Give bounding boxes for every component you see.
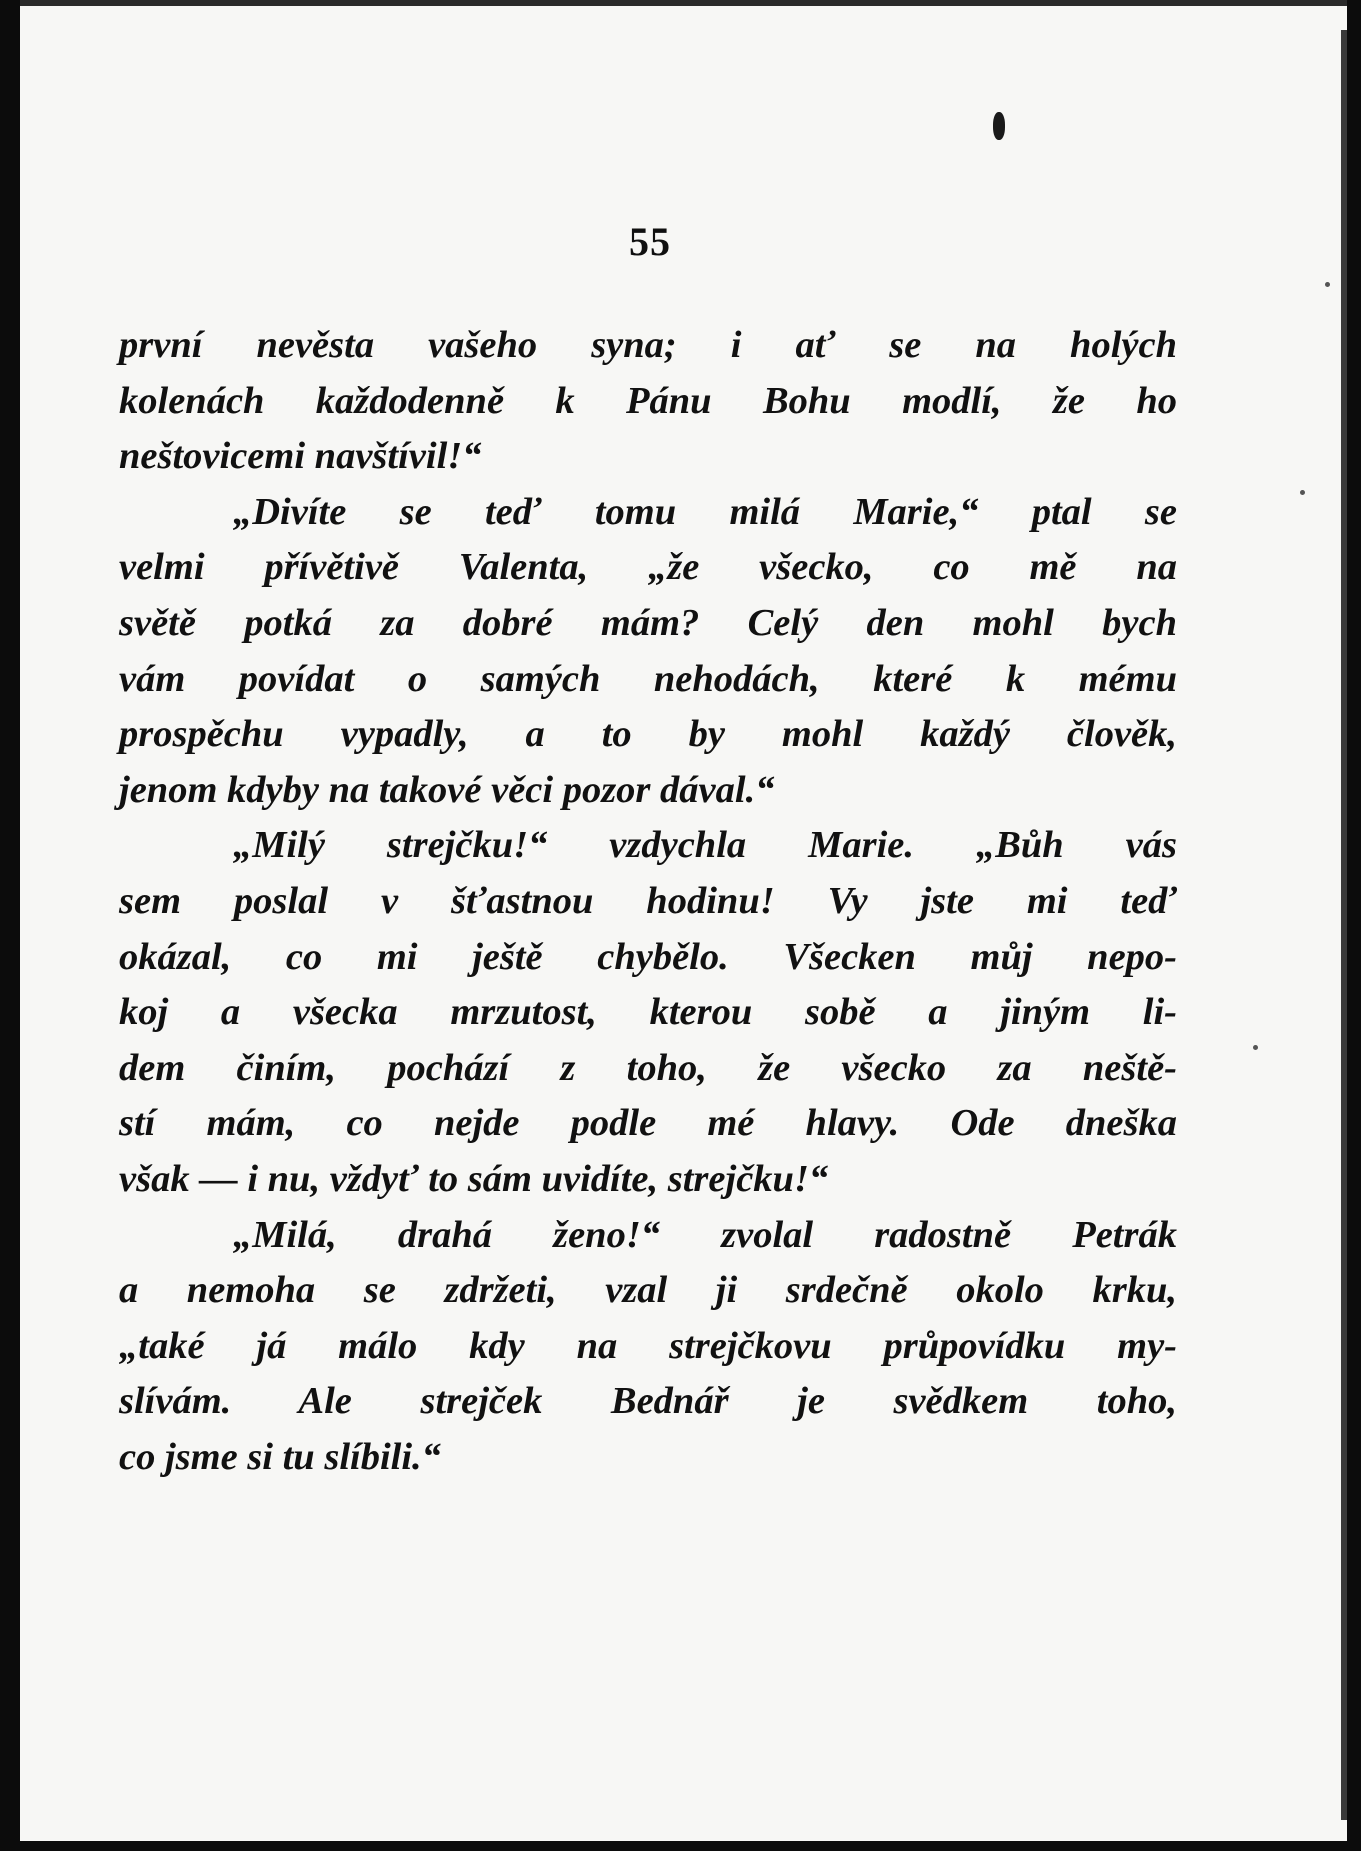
text-line: okázal, co mi ještě chybělo. Všecken můj nepo-: [119, 935, 1177, 978]
text-line: vám povídat o samých nehodách, které k mému: [119, 657, 1177, 700]
text-line: a nemoha se zdržeti, vzal ji srdečně okolo krku,: [119, 1269, 1177, 1312]
scan-edge-shadow: [1341, 30, 1347, 1820]
scan-edge-top: [0, 0, 1361, 6]
text-line: dem činím, pochází z toho, že všecko za neště-: [119, 1046, 1177, 1089]
text-line: světě potká za dobré mám? Celý den mohl bych: [119, 601, 1177, 644]
text-line: prospěchu vypadly, a to by mohl každý člověk,: [119, 713, 1177, 756]
scan-edge-right: [1347, 0, 1361, 1851]
dust-speck: [1325, 282, 1330, 287]
text-line: neštovicemi navštívil!“: [119, 435, 482, 478]
ink-blot: [993, 112, 1005, 140]
text-line: první nevěsta vašeho syna; i ať se na holých: [119, 324, 1177, 366]
dust-speck: [1253, 1045, 1258, 1050]
text-line: „Milý strejčku!“ vzdychla Marie. „Bůh vás: [233, 824, 1177, 867]
text-line: koj a všecka mrzutost, kterou sobě a jiným li-: [119, 991, 1177, 1034]
text-line: stí mám, co nejde podle mé hlavy. Ode dneška: [119, 1102, 1177, 1145]
dust-speck: [1300, 490, 1305, 495]
scan-edge-bottom: [0, 1841, 1361, 1851]
text-line: kolenách každodenně k Pánu Bohu modlí, že ho: [119, 379, 1177, 422]
text-line: „také já málo kdy na strejčkovu průpovídku my-: [119, 1324, 1177, 1367]
scan-edge-left: [0, 0, 20, 1851]
text-line: sem poslal v šťastnou hodinu! Vy jste mi teď: [119, 879, 1177, 922]
body-text: [119, 318, 1177, 1485]
page-number: 55: [629, 219, 671, 264]
text-line: „Milá, drahá ženo!“ zvolal radostně Petrák: [233, 1213, 1177, 1256]
text-line: „Divíte se teď tomu milá Marie,“ ptal se: [233, 490, 1177, 533]
text-line: však — i nu, vždyť to sám uvidíte, strejčku!“: [119, 1157, 829, 1200]
text-line: velmi přívětivě Valenta, „že všecko, co mě na: [119, 546, 1177, 589]
text-line: slívám. Ale strejček Bednář je svědkem toho,: [119, 1380, 1177, 1423]
text-line: co jsme si tu slíbili.“: [119, 1435, 441, 1478]
text-line: jenom kdyby na takové věci pozor dával.“: [119, 768, 775, 811]
